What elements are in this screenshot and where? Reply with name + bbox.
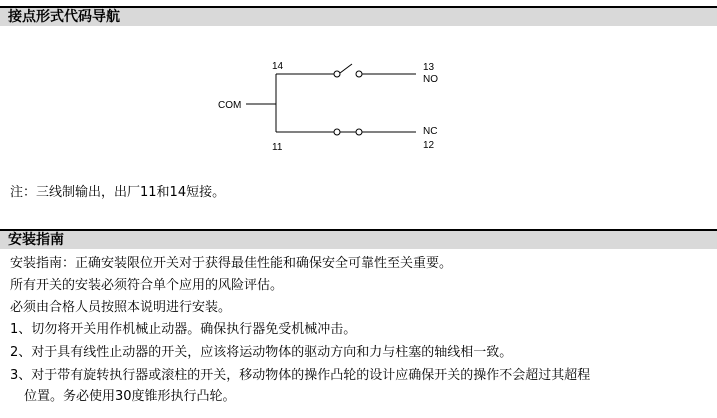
section-header-installation (0, 229, 717, 249)
nc-contact-left (334, 129, 340, 135)
install-line: 2、对于具有线性止动器的开关，应该将运动物体的驱动方向和力与柱塞的轴线相一致。 (10, 345, 513, 360)
section-header-contact-code (0, 6, 717, 26)
install-line: 位置。务必使用30度锥形执行凸轮。 (24, 389, 236, 404)
section-title: 安装指南 (8, 232, 64, 248)
terminal-13-label: 13 (423, 62, 435, 73)
nc-label: NC (423, 126, 438, 137)
terminal-12-label: 12 (423, 140, 435, 151)
com-label: COM (218, 100, 242, 111)
nc-contact-right (356, 129, 362, 135)
wiring-note: 注：三线制输出，出厂11和14短接。 (10, 185, 226, 200)
section-title: 接点形式代码导航 (8, 9, 120, 25)
terminal-11-label: 11 (272, 142, 283, 153)
install-line: 所有开关的安装必须符合单个应用的风险评估。 (10, 278, 284, 293)
no-switch-blade (340, 64, 352, 73)
install-line: 3、对于带有旋转执行器或滚柱的开关，移动物体的操作凸轮的设计应确保开关的操作不会超过其超程 (10, 368, 591, 383)
install-line: 必须由合格人员按照本说明进行安装。 (10, 300, 232, 315)
install-line: 安装指南：正确安装限位开关对于获得最佳性能和确保安全可靠性至关重要。 (10, 256, 453, 271)
no-contact-right (356, 71, 362, 77)
no-contact-left (334, 71, 340, 77)
install-line: 1、切勿将开关用作机械止动器。确保执行器免受机械冲击。 (10, 322, 357, 337)
terminal-14-label: 14 (272, 61, 284, 72)
no-label: NO (423, 74, 438, 85)
